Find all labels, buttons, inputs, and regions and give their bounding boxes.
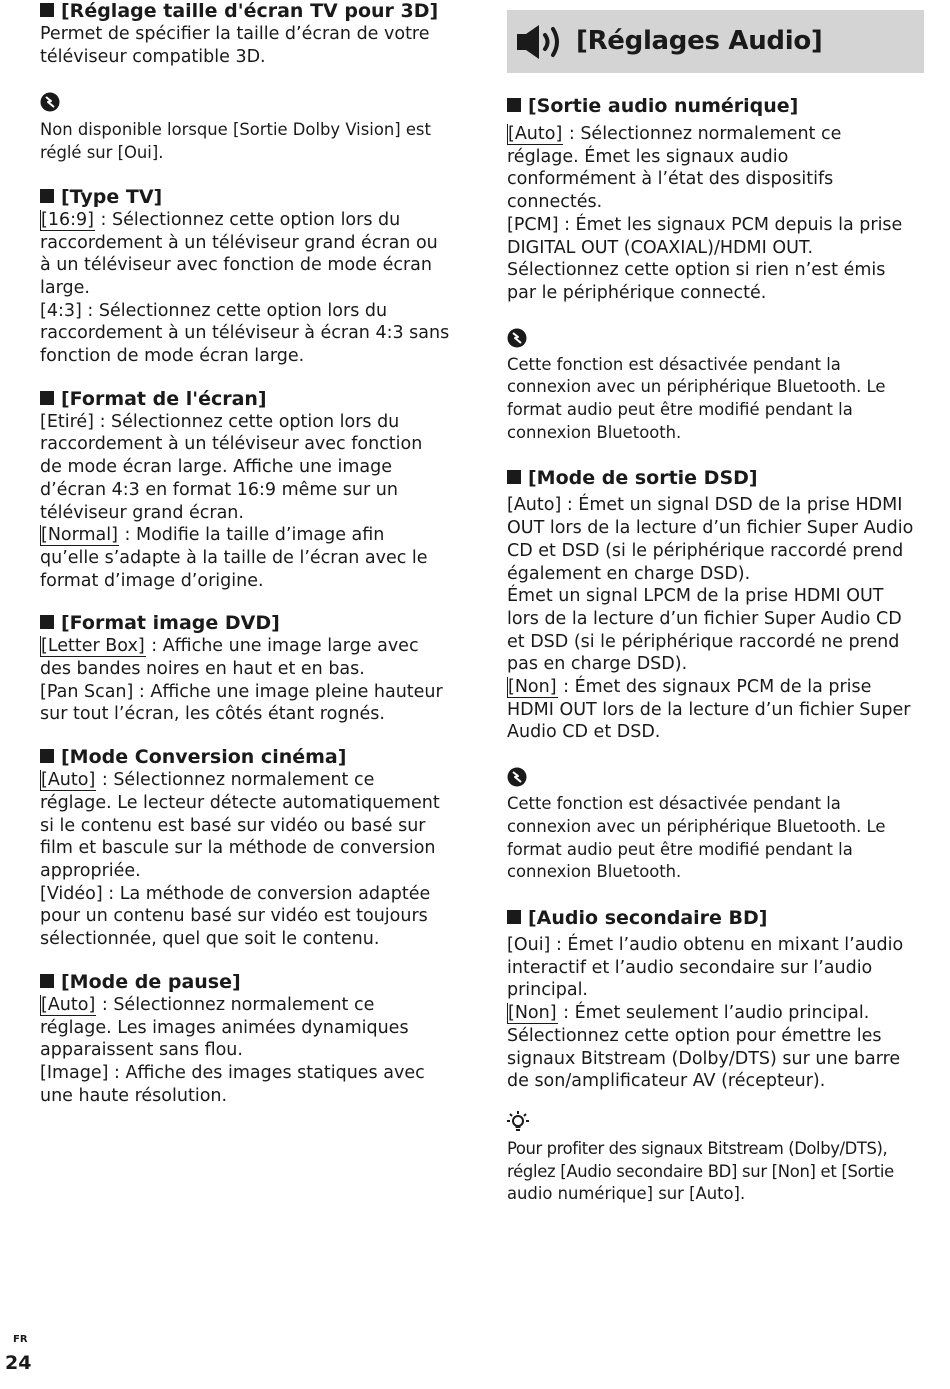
body-line: réglage. Émet les signaux audio xyxy=(507,146,789,167)
body-line: [Oui] : Émet l’audio obtenu en mixant l’audio xyxy=(507,934,904,955)
body-line: Permet de spécifier la taille d’écran de votre xyxy=(40,24,430,44)
body-line: Émet un signal LPCM de la prise HDMI OUT xyxy=(507,586,884,607)
section-heading: [Mode de pause] xyxy=(40,971,465,994)
section-heading: [Mode Conversion cinéma] xyxy=(40,746,465,769)
body-line: d’écran 4:3 en format 16:9 même sur un xyxy=(40,479,398,500)
body-line: sélectionnée, quel que soit le contenu. xyxy=(40,929,380,950)
default-option: [Auto] xyxy=(508,124,563,144)
body-line: signaux Bitstream (Dolby/DTS) sur une barre xyxy=(507,1048,901,1069)
body-line: CD et DSD (si le périphérique raccordé prend xyxy=(507,540,904,561)
body-line: connectés. xyxy=(507,192,603,213)
body-line: téléviseur grand écran. xyxy=(40,502,244,523)
lightbulb-icon xyxy=(507,1111,529,1133)
body-line: DIGITAL OUT (COAXIAL)/HDMI OUT. xyxy=(507,237,814,258)
section-heading: [Audio secondaire BD] xyxy=(507,907,925,930)
body-line: [Non] : Émet des signaux PCM de la prise xyxy=(508,677,872,698)
body-line: appropriée. xyxy=(40,860,141,881)
body-line: HDMI OUT lors de la lecture d’un fichier Super xyxy=(507,699,911,720)
body-line: [Auto] : Émet un signal DSD de la prise HDMI xyxy=(507,495,903,516)
note-line: format audio peut être modifié pendant la xyxy=(507,839,853,859)
body-line: raccordement à un téléviseur à écran 4:3 sans xyxy=(40,323,450,344)
note-line: réglé sur [Oui]. xyxy=(40,143,164,163)
note-line: Non disponible lorsque [Sortie Dolby Vision] est xyxy=(40,120,431,140)
default-option: [Auto] xyxy=(41,994,96,1015)
body-line: interactif et l’audio secondaire sur l’audio xyxy=(507,957,873,978)
body-line: une haute résolution. xyxy=(40,1085,228,1106)
body-line: [Pan Scan] : Affiche une image pleine hauteur xyxy=(40,681,443,702)
body-line: et DSD (si le périphérique raccordé ne prend xyxy=(507,631,900,652)
body-line: [Auto] : Sélectionnez normalement ce xyxy=(41,994,375,1015)
bullet-square-icon xyxy=(507,470,521,484)
default-option: [Non] xyxy=(508,1003,557,1024)
default-option: [Non] xyxy=(508,677,557,698)
body-line: [Auto] : Sélectionnez normalement ce xyxy=(508,124,842,144)
body-line: [PCM] : Émet les signaux PCM depuis la prise xyxy=(507,214,903,235)
speaker-icon xyxy=(517,23,569,61)
body-line: de mode écran large. Affiche une image xyxy=(40,457,393,478)
bullet-square-icon xyxy=(40,391,54,405)
body-line: de son/amplificateur AV (récepteur). xyxy=(507,1071,826,1092)
body-line: téléviseur compatible 3D. xyxy=(40,46,266,67)
section-heading: [Format de l'écran] xyxy=(40,388,465,411)
body-line: lors de la lecture d’un fichier Super Audio CD xyxy=(507,608,902,629)
tip-line: réglez [Audio secondaire BD] sur [Non] et [Sortie xyxy=(507,1161,894,1181)
body-line: pour un contenu basé sur vidéo est toujours xyxy=(40,906,428,927)
audio-settings-banner xyxy=(507,10,924,73)
language-code: FR xyxy=(13,1334,28,1345)
body-line: des bandes noires en haut et en bas. xyxy=(40,659,365,680)
body-line: par le périphérique connecté. xyxy=(507,282,767,303)
body-line: qu’elle s’adapte à la taille de l’écran avec le xyxy=(40,547,428,568)
body-line: Sélectionnez cette option pour émettre les xyxy=(507,1025,882,1046)
note-line: Cette fonction est désactivée pendant la xyxy=(507,354,841,374)
bullet-square-icon xyxy=(40,749,54,763)
body-line: si le contenu est basé sur vidéo ou basé sur xyxy=(40,815,426,836)
body-line: [Normal] : Modifie la taille d’image afin xyxy=(41,525,385,546)
bullet-square-icon xyxy=(40,3,54,17)
body-line: Sélectionnez cette option si rien n’est émis xyxy=(507,260,886,281)
note-line: connexion Bluetooth. xyxy=(507,422,682,442)
body-line: [16:9] : Sélectionnez cette option lors du xyxy=(41,209,401,230)
body-line: [Etiré] : Sélectionnez cette option lors du xyxy=(40,411,400,432)
banner-title: [Réglages Audio] xyxy=(576,26,823,56)
body-line: [Image] : Affiche des images statiques avec xyxy=(40,1062,425,1083)
bullet-square-icon xyxy=(40,974,54,988)
default-option: [16:9] xyxy=(41,209,94,230)
page-number: 24 xyxy=(5,1352,32,1374)
body-line: [Non] : Émet seulement l’audio principal. xyxy=(508,1003,870,1024)
body-line: raccordement à un téléviseur avec fonction xyxy=(40,434,423,455)
tip-line: audio numérique] sur [Auto]. xyxy=(507,1184,746,1204)
note-line: connexion avec un périphérique Bluetooth. Le xyxy=(507,377,886,397)
body-line: fonction de mode écran large. xyxy=(40,346,305,367)
default-option: [Normal] xyxy=(41,525,118,546)
body-line: [Letter Box] : Affiche une image large avec xyxy=(41,636,419,657)
section-heading: [Sortie audio numérique] xyxy=(507,95,925,118)
body-line: réglage. Le lecteur détecte automatiquement xyxy=(40,792,440,813)
body-line: principal. xyxy=(507,980,588,1001)
note-line: connexion Bluetooth. xyxy=(507,862,682,882)
body-line: Audio CD et DSD. xyxy=(507,722,661,743)
body-line: film et bascule sur la méthode de conversion xyxy=(40,838,436,859)
section-heading: [Format image DVD] xyxy=(40,612,465,635)
note-icon xyxy=(507,767,527,787)
body-line: à un téléviseur avec fonction de mode écran xyxy=(40,255,432,276)
bullet-square-icon xyxy=(507,910,521,924)
tip-line: Pour profiter des signaux Bitstream (Dolby/DTS), xyxy=(507,1138,888,1158)
body-line: large. xyxy=(40,277,90,298)
body-line: réglage. Les images animées dynamiques xyxy=(40,1017,409,1038)
body-line: apparaissent sans flou. xyxy=(40,1040,243,1061)
body-line: OUT lors de la lecture d’un fichier Super Audio xyxy=(507,518,914,539)
body-line: sur tout l’écran, les côtés étant rognés. xyxy=(40,704,385,725)
body-line: également en charge DSD). xyxy=(507,563,751,584)
body-line: [Vidéo] : La méthode de conversion adaptée xyxy=(40,883,431,904)
section-heading: [Réglage taille d'écran TV pour 3D] xyxy=(40,0,465,23)
default-option: [Letter Box] xyxy=(41,636,145,657)
note-icon xyxy=(40,92,60,112)
body-line: conformément à l’état des dispositifs xyxy=(507,169,834,190)
note-line: Cette fonction est désactivée pendant la xyxy=(507,794,841,814)
body-line: [Auto] : Sélectionnez normalement ce xyxy=(41,770,375,791)
default-option: [Auto] xyxy=(41,770,96,791)
bullet-square-icon xyxy=(507,98,521,112)
body-line: [4:3] : Sélectionnez cette option lors du xyxy=(40,300,388,321)
bullet-square-icon xyxy=(40,615,54,629)
body-line: raccordement à un téléviseur grand écran ou xyxy=(40,232,438,253)
note-icon xyxy=(507,328,527,348)
note-line: connexion avec un périphérique Bluetooth. Le xyxy=(507,816,886,836)
bullet-square-icon xyxy=(40,189,54,203)
section-heading: [Type TV] xyxy=(40,186,465,209)
note-line: format audio peut être modifié pendant la xyxy=(507,400,853,420)
body-line: format d’image d’origine. xyxy=(40,570,264,591)
section-heading: [Mode de sortie DSD] xyxy=(507,467,925,490)
body-line: pas en charge DSD). xyxy=(507,654,688,675)
